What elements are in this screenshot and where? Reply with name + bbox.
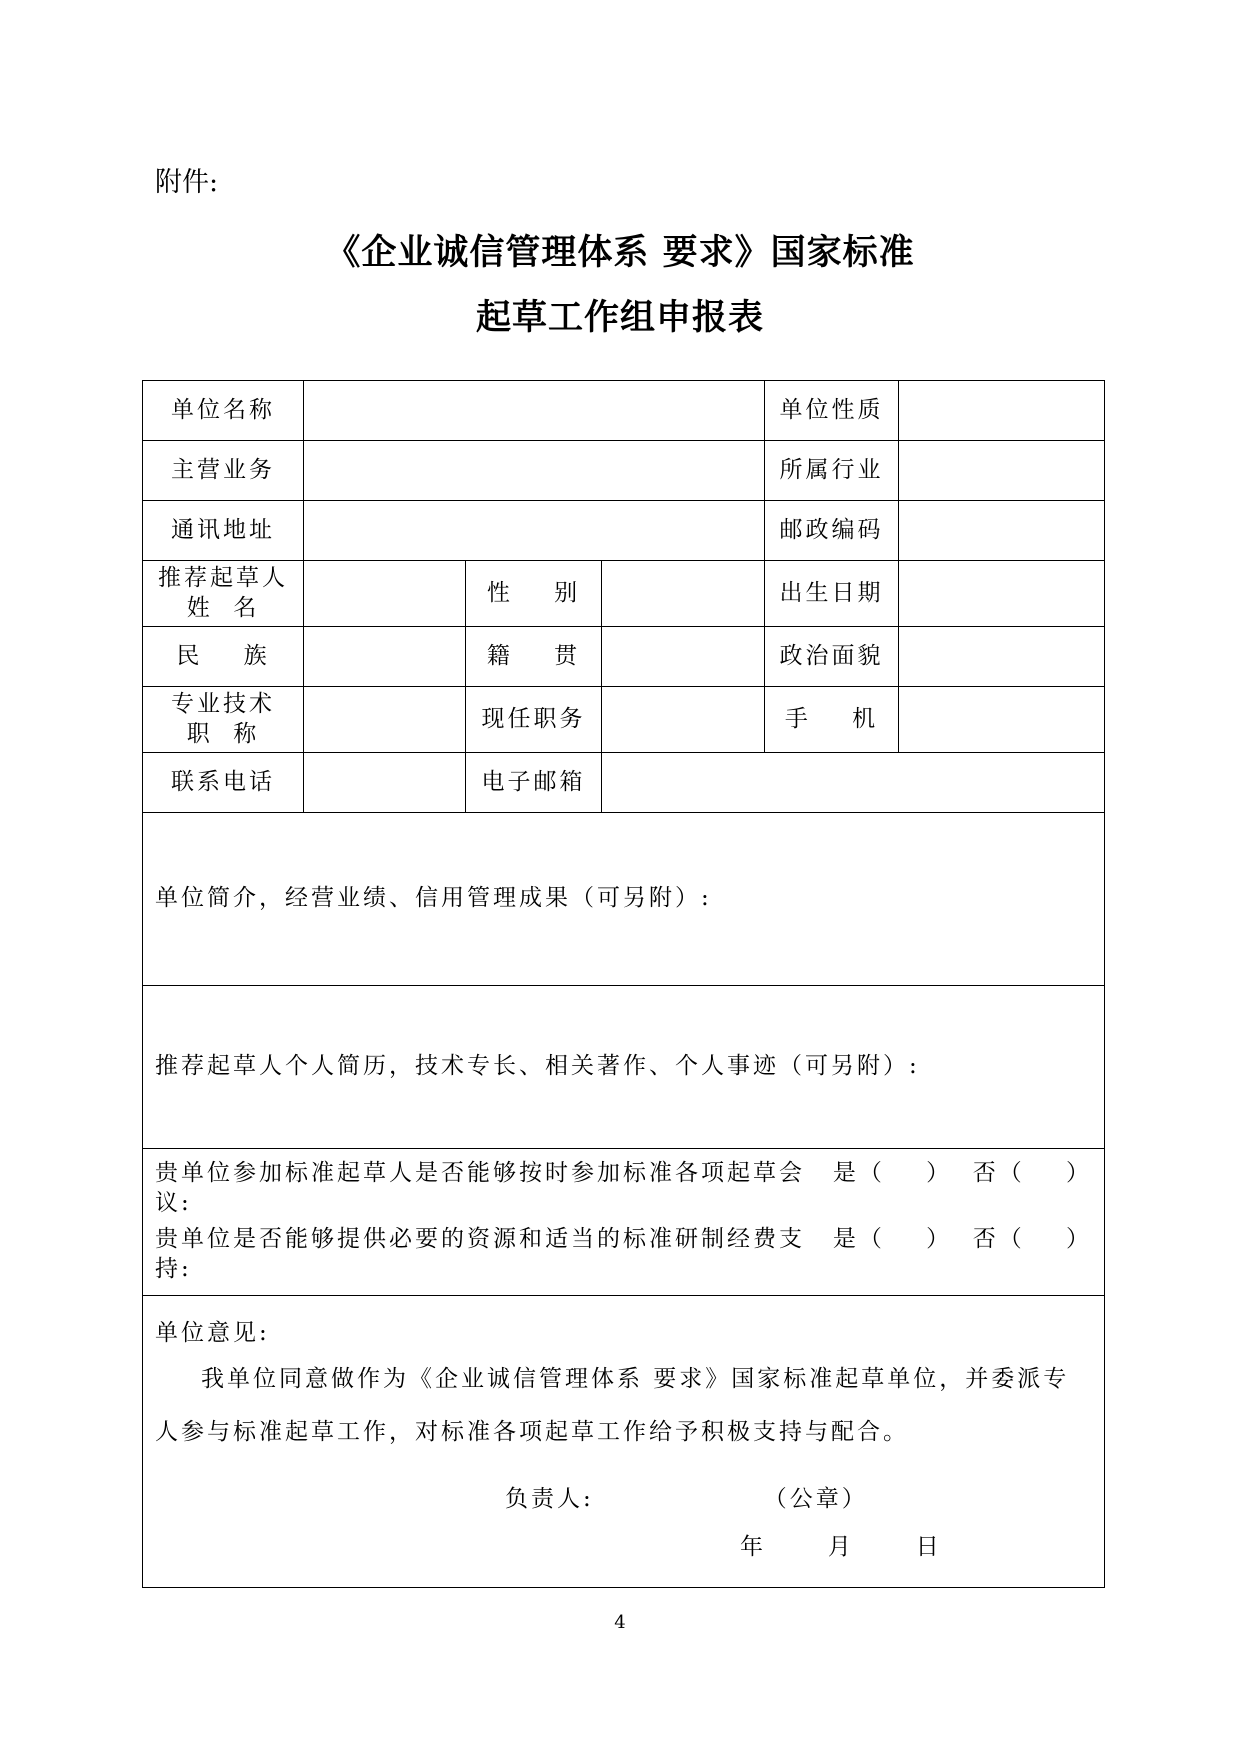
main-business-label: 主营业务 <box>143 441 304 501</box>
opinion-label: 单位意见: <box>155 1320 270 1347</box>
drafter-name-label-line1: 推荐起草人 <box>158 564 288 591</box>
signature-row <box>155 1485 1092 1515</box>
phone-field[interactable] <box>304 753 466 813</box>
unit-nature-label: 单位性质 <box>765 381 899 441</box>
unit-intro-section[interactable] <box>143 813 1105 986</box>
unit-nature-field[interactable] <box>899 381 1105 441</box>
unit-name-field[interactable] <box>304 381 765 441</box>
birth-date-field[interactable] <box>899 561 1105 627</box>
current-position-field[interactable] <box>602 687 765 753</box>
official-seal-label: （公章） <box>763 1486 868 1512</box>
native-place-field[interactable] <box>602 627 765 687</box>
email-field[interactable] <box>602 753 1105 813</box>
address-label: 通讯地址 <box>143 501 304 561</box>
professional-title-label-line1: 专业技术 <box>171 690 275 717</box>
drafter-resume-section[interactable] <box>143 986 1105 1149</box>
page-title: 《企业诚信管理体系 要求》国家标准 <box>325 232 915 273</box>
drafter-name-field[interactable] <box>304 561 466 627</box>
questions-section <box>143 1149 1105 1296</box>
gender-field[interactable] <box>602 561 765 627</box>
current-position-label: 现任职务 <box>466 687 602 753</box>
ethnicity-field[interactable] <box>304 627 466 687</box>
postal-code-field[interactable] <box>899 501 1105 561</box>
date-line: 年 月 日 <box>740 1533 942 1560</box>
responsible-person-label: 负责人: <box>505 1486 594 1512</box>
mobile-field[interactable] <box>899 687 1105 753</box>
question-1-yes-no[interactable]: 是（ ） 否（ ） <box>832 1160 1093 1186</box>
ethnicity-label: 民 族 <box>143 627 304 687</box>
native-place-label: 籍 贯 <box>466 627 602 687</box>
political-status-field[interactable] <box>899 627 1105 687</box>
main-business-field[interactable] <box>304 441 765 501</box>
mobile-label: 手 机 <box>765 687 899 753</box>
application-form <box>142 380 1105 1588</box>
industry-label: 所属行业 <box>765 441 899 501</box>
question-row-2 <box>155 1225 1092 1285</box>
unit-intro-label: 单位简介，经营业绩、信用管理成果（可另附）: <box>155 885 712 912</box>
professional-title-label-line2: 职 称 <box>186 720 260 747</box>
opinion-text: 我单位同意做作为《企业诚信管理体系 要求》国家标准起草单位，并委派专人参与标准起草工作，对标准各项起草工作给予积极支持与配合。 <box>155 1366 1070 1446</box>
question-row-1 <box>155 1159 1092 1219</box>
industry-field[interactable] <box>899 441 1105 501</box>
drafter-resume-label: 推荐起草人个人简历，技术专长、相关著作、个人事迹（可另附）: <box>155 1053 920 1080</box>
political-status-label: 政治面貌 <box>765 627 899 687</box>
address-field[interactable] <box>304 501 765 561</box>
question-2-text: 贵单位是否能够提供必要的资源和适当的标准研制经费支持: <box>155 1225 805 1282</box>
page-number: 4 <box>614 1612 626 1633</box>
email-label: 电子邮箱 <box>466 753 602 813</box>
drafter-name-label <box>143 561 304 627</box>
postal-code-label: 邮政编码 <box>765 501 899 561</box>
question-2-yes-no[interactable]: 是（ ） 否（ ） <box>832 1225 1093 1252</box>
birth-date-label: 出生日期 <box>765 561 899 627</box>
gender-label: 性 别 <box>466 561 602 627</box>
professional-title-field[interactable] <box>304 687 466 753</box>
drafter-name-label-line2: 姓 名 <box>186 594 260 621</box>
unit-opinion-section <box>143 1295 1105 1587</box>
question-1-text: 贵单位参加标准起草人是否能够按时参加标准各项起草会议: <box>155 1160 805 1216</box>
attachment-label: 附件: <box>155 167 219 198</box>
phone-label: 联系电话 <box>143 753 304 813</box>
unit-name-label: 单位名称 <box>143 381 304 441</box>
professional-title-label <box>143 687 304 753</box>
page-subtitle: 起草工作组申报表 <box>475 297 764 338</box>
